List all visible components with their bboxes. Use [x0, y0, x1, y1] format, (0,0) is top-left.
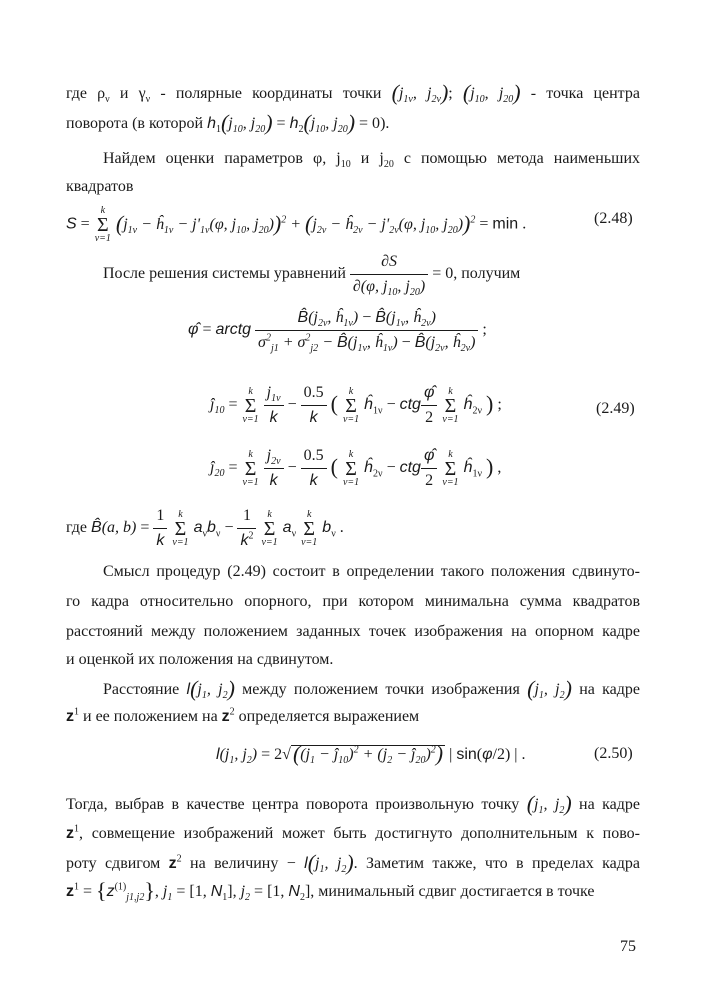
page-number: 75 [620, 938, 636, 955]
para2-line1: Найдем оценки параметров φ, $j_{10}$ и $j_{20}$ с помощью метода наименьших [103, 150, 641, 171]
para2-line2: квадратов [66, 178, 134, 195]
para7-line3: роту сдвигом $z^2$ на величину − $l(j_1$, $j_2$). Заметим также, что в пределах кадра [66, 850, 640, 876]
equation-2-49-phi: φ̂ = arctg $\frac{B̂(j_{2\nu}, ĥ_{1\nu}) - B̂(j_{1\nu}, ĥ_{2\nu})}{\sigma^2_{j1} + \sigma^2_{j2} - B̂(j_{1\nu}, ĥ_{1\nu}) - B̂(j_{2\nu}, ĥ_{2\nu})}$ ; [188, 309, 487, 355]
para5-line2: го кадра относительно опорного, при котором минимальна сумма квадратов [66, 593, 640, 610]
para6-line1: Расстояние $l(j_1$, $j_2$) между положением точки изображения ($j_1$, $j_2$) на кадре [103, 676, 641, 702]
equation-2-49-j20: $ĵ_{20}$ = k Σ ν=1 $\frac{j_{2\nu}}{k}$ − $\frac{0.5}{k}$ ( k Σ ν=1 $ĥ_{2\nu}$ − ctg $\frac{\varphî}{2}$ k Σ ν=1 $ĥ_{1\nu}$ ) , [210, 447, 502, 489]
para7-line2: $z^1$, совмещение изображений может быть достигнуто дополнительным к пово- [66, 823, 640, 842]
equation-2-50-label: (2.50) [594, 745, 633, 762]
para5-line3: расстояний между положением заданных точек изображения на опорном кадре [66, 623, 640, 640]
para1-line2: поворота (в которой $h_1(j_{10}$, $j_{20}) = h_2(j_{10}$, $j_{20}) = 0$). [66, 110, 390, 136]
para3-line: После решения системы уравнений $\frac{\partial S}{\partial(\varphi, j_{10}, j_{20})}$ = 0, получим [103, 253, 521, 299]
para1-line1: где $\rho_\nu$ и $\gamma_\nu$ - полярные координаты точки ($j_{1\nu}$, $j_{2\nu}$); ($j_{10}$, $j_{20}$) - точка центра [66, 80, 640, 106]
equation-2-50: $l(j_1$, $j_2) = 2√((j_1$ − $ĵ_{10})^2 + (j_2$ − $ĵ_{20})^2$) | sin(φ/2) | . [216, 741, 526, 767]
b-hat-definition: где B̂(a, b) = $\frac{1}{k}$ k Σ ν=1 $a_\nu b_\nu$ − $\frac{1}{k^2}$ k Σ ν=1 $a_\nu$ k Σ ν=1 $b_\nu$ . [66, 507, 344, 549]
para6-line2: $z^1$ и ее положением на $z^2$ определяется выражением [66, 706, 420, 725]
para7-line4: $z^1 = \{z^{(1)}_{j1,j2}\}$, $j_1 = [1$, $N_1$], $j_2 = [1$, $N_2$], минимальный сдвиг достигается в точке [66, 878, 595, 904]
equation-2-48-label: (2.48) [594, 210, 633, 227]
equation-2-49-label: (2.49) [596, 400, 635, 417]
para5-line1: Смысл процедур (2.49) состоит в определении такого положения сдвинуто- [103, 563, 640, 580]
para5-line4: и оценкой их положения на сдвинутом. [66, 651, 334, 668]
equation-2-48: S = k Σ ν=1 ($j_{1\nu}$ − $ĥ_{1\nu} - j'_{1\nu}(\varphi$, $j_{10}$, $j_{20}))^2 + (j_{2\nu}$ − $ĥ_{2\nu} - j'_{2\nu}(\varphi$, $j_{10}$, $j_{20}))^2 = \min$ . [66, 205, 527, 244]
equation-2-49-j10: $ĵ_{10}$ = k Σ ν=1 $\frac{j_{1\nu}}{k}$ − $\frac{0.5}{k}$ ( k Σ ν=1 $ĥ_{1\nu}$ − ctg $\frac{\varphî}{2}$ k Σ ν=1 $ĥ_{2\nu}$ ) ; [210, 384, 502, 426]
para7-line1: Тогда, выбрав в качестве центра поворота произвольную точку ($j_1$, $j_2$) на кадре [66, 791, 640, 817]
